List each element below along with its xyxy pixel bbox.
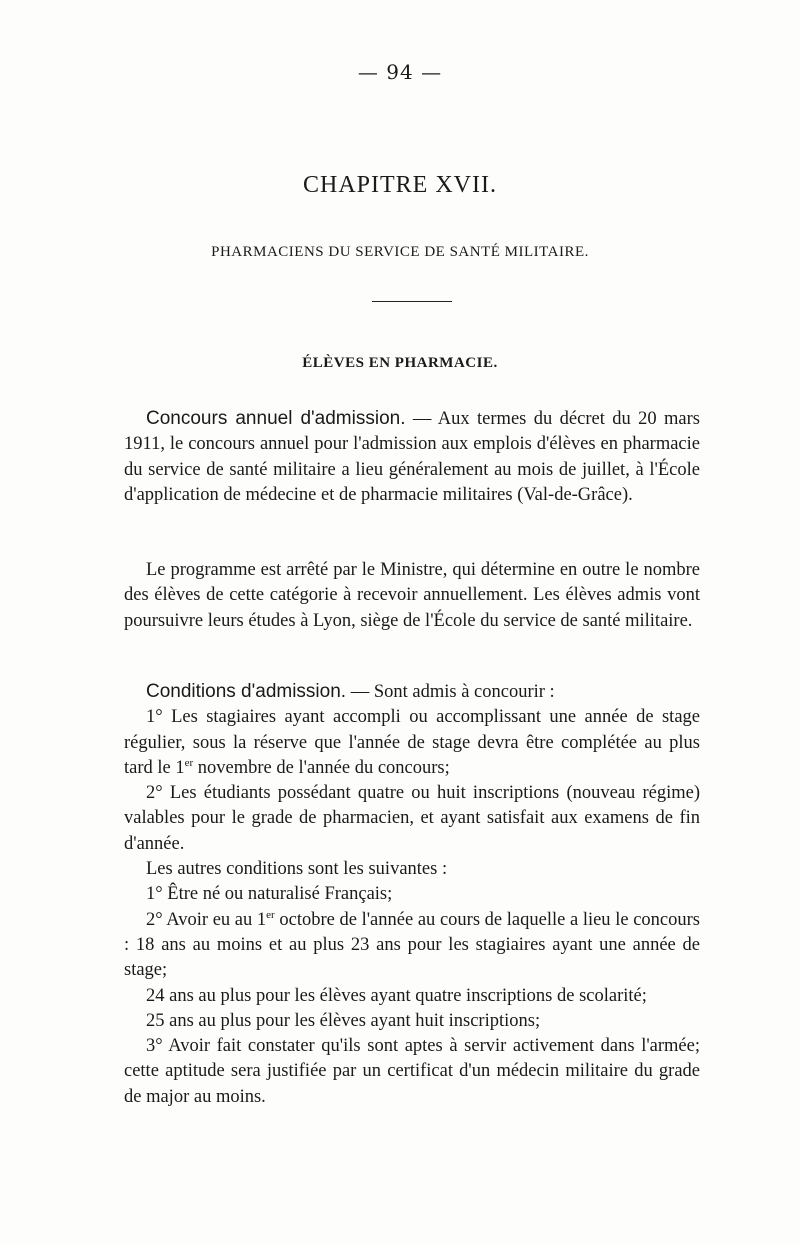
list-item: Les autres conditions sont les suivantes : (146, 859, 448, 880)
list-item: 2° Les étudiants possédant quatre ou huit inscriptions (nouveau régime) valables pour le grade de pharmacien, et ayant satisfait aux examens de fin d'année. (124, 783, 700, 854)
list-item: 24 ans au plus pour les élèves ayant quatre inscriptions de scolarité; (146, 985, 647, 1006)
paragraph-text: — Aux termes du décret du 20 mars 1911, le concours annuel pour l'admission aux emplois d'élèves en pharmacie du service de santé militaire a lieu généralement au mois de juillet, à l'École d'application de médecine et de pharmacie militaires (Val-de-Grâce). (124, 409, 700, 505)
list-item: 25 ans au plus pour les élèves ayant huit inscriptions; (146, 1010, 541, 1031)
page-number: — 94 — (357, 60, 443, 84)
list-item: 1° Les stagiaires ayant accompli ou accomplissant une année de stage régulier, sous la réserve que l'année de stage devra être complétée au plus tard le 1er novembre de l'année du concours; (124, 707, 700, 778)
paragraph-programme: Le programme est arrêté par le Ministre, qui détermine en outre le nombre des élèves de cette catégorie à recevoir annuellement. Les élèves admis vont poursuivre leurs études à Lyon, siège de l'École du service de santé militaire. (124, 560, 700, 631)
conditions-lead (124, 679, 700, 705)
paragraph-concours (124, 406, 700, 508)
divider-rule (372, 301, 452, 302)
chapter-subtitle: PHARMACIENS DU SERVICE DE SANTÉ MILITAIRE. (211, 244, 589, 260)
section-heading: ÉLÈVES EN PHARMACIE. (302, 355, 498, 371)
list-item: 3° Avoir fait constater qu'ils sont aptes à servir activement dans l'armée; cette aptitude sera justifiée par un certificat d'un médecin militaire du grade de major au moins. (124, 1036, 700, 1107)
list-item: 2° Avoir eu au 1er octobre de l'année au cours de laquelle a lieu le concours : 18 ans au moins et au plus 23 ans pour les stagiaires ayant une année de stage; (124, 908, 700, 981)
paragraph-heading: Concours annuel d'admission. (146, 408, 406, 429)
chapter-title: CHAPITRE XVII. (303, 172, 497, 198)
list-item: 1° Être né ou naturalisé Français; (146, 884, 393, 905)
paragraph-conditions (124, 679, 700, 1110)
paragraph-text: — Sont admis à concourir : (346, 682, 555, 702)
paragraph-heading: Conditions d'admission. (146, 681, 347, 702)
